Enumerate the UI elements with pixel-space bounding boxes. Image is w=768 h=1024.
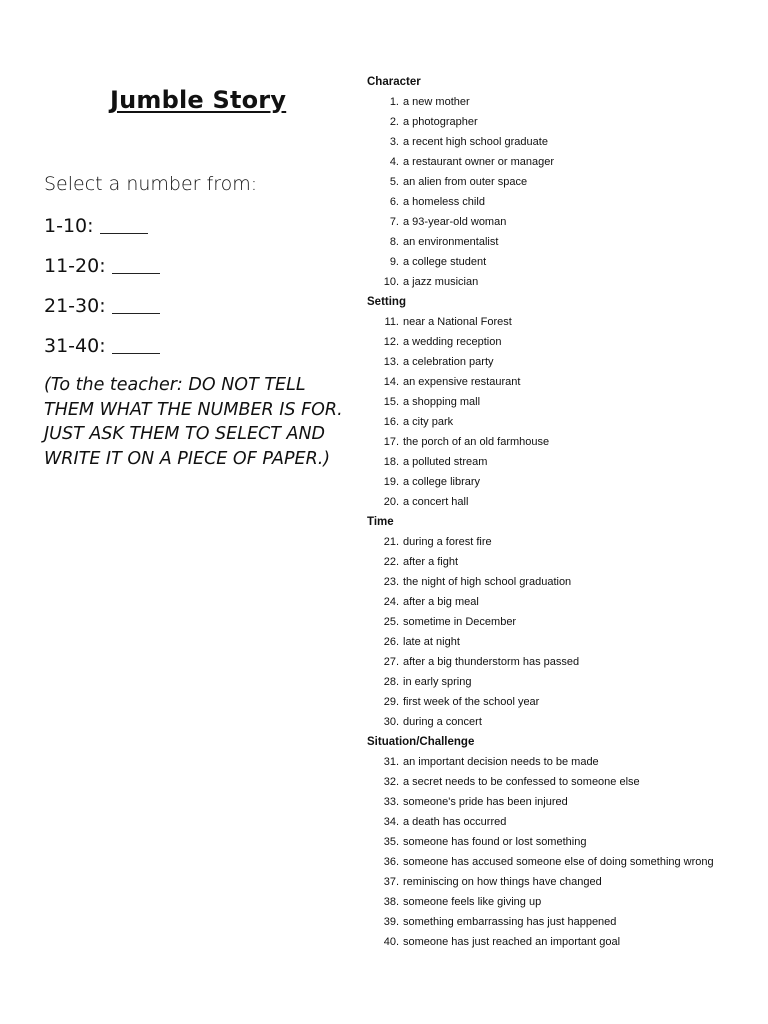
teacher-note: (To the teacher: DO NOT TELL THEM WHAT THE NUMBER IS FOR. JUST ASK THEM TO SELECT AND WRITE IT ON A PIECE OF PAPER.) <box>44 375 343 469</box>
answer-blank <box>112 293 160 314</box>
section-character <box>367 72 762 292</box>
item-number: 12. <box>383 336 399 348</box>
range-label: 1-10: <box>44 215 94 237</box>
item-number: 34. <box>383 816 399 828</box>
item-number: 17. <box>383 436 399 448</box>
item-number: 19. <box>383 476 399 488</box>
item-text: reminiscing on how things have changed <box>403 876 602 888</box>
item-text: a polluted stream <box>403 456 488 468</box>
item-number: 4. <box>389 156 399 168</box>
item-number: 40. <box>383 936 399 948</box>
item-text: first week of the school year <box>403 696 540 708</box>
list-item <box>367 452 762 472</box>
list-item <box>367 532 762 552</box>
list-item <box>367 252 762 272</box>
item-number: 21. <box>383 536 399 548</box>
item-text: a wedding reception <box>403 336 502 348</box>
item-text: a jazz musician <box>403 276 479 288</box>
item-text: after a big meal <box>403 596 479 608</box>
list-item <box>367 92 762 112</box>
item-number: 15. <box>383 396 399 408</box>
item-number: 27. <box>383 656 399 668</box>
item-text: the porch of an old farmhouse <box>403 436 550 448</box>
range-row-1-10 <box>44 213 160 253</box>
list-item <box>367 592 762 612</box>
item-number: 33. <box>383 796 399 808</box>
item-number: 20. <box>383 496 399 508</box>
list-item <box>367 352 762 372</box>
item-text: near a National Forest <box>403 316 512 328</box>
list-item <box>367 652 762 672</box>
item-text: someone feels like giving up <box>403 896 542 908</box>
item-number: 22. <box>383 556 399 568</box>
item-text: a shopping mall <box>403 396 481 408</box>
list-item <box>367 932 762 952</box>
list-item <box>367 872 762 892</box>
item-text: during a forest fire <box>403 536 492 548</box>
item-number: 35. <box>383 836 399 848</box>
item-text: during a concert <box>403 716 482 728</box>
answer-blank <box>100 213 148 234</box>
range-label: 21-30: <box>44 295 106 317</box>
item-number: 31. <box>383 756 399 768</box>
section-setting <box>367 292 762 512</box>
item-number: 37. <box>383 876 399 888</box>
list-item <box>367 152 762 172</box>
range-label: 31-40: <box>44 335 106 357</box>
item-text: late at night <box>403 636 460 648</box>
item-number: 6. <box>389 196 399 208</box>
item-text: a city park <box>403 416 454 428</box>
list-item <box>367 792 762 812</box>
item-text: a celebration party <box>403 356 494 368</box>
item-text: a secret needs to be confessed to someone else <box>403 776 640 788</box>
item-number: 23. <box>383 576 399 588</box>
answer-blank <box>112 253 160 274</box>
list-item <box>367 552 762 572</box>
list-item <box>367 212 762 232</box>
list-item <box>367 432 762 452</box>
range-row-11-20 <box>44 253 160 293</box>
list-item <box>367 332 762 352</box>
item-number: 26. <box>383 636 399 648</box>
item-text: a restaurant owner or manager <box>403 156 555 168</box>
item-number: 3. <box>389 136 399 148</box>
item-number: 39. <box>383 916 399 928</box>
list-item <box>367 492 762 512</box>
list-item <box>367 312 762 332</box>
story-element-lists <box>367 72 762 952</box>
item-text: someone's pride has been injured <box>403 796 568 808</box>
item-number: 1. <box>389 96 399 108</box>
list-item <box>367 672 762 692</box>
item-text: an alien from outer space <box>403 176 528 188</box>
list-item <box>367 912 762 932</box>
item-text: an expensive restaurant <box>403 376 521 388</box>
answer-blank <box>112 333 160 354</box>
list-item <box>367 772 762 792</box>
item-number: 38. <box>383 896 399 908</box>
item-number: 18. <box>383 456 399 468</box>
list-item <box>367 372 762 392</box>
section-heading: Situation/Challenge <box>367 736 475 748</box>
item-text: a college library <box>403 476 481 488</box>
item-text: a recent high school graduate <box>403 136 548 148</box>
item-number: 7. <box>389 216 399 228</box>
item-number: 28. <box>383 676 399 688</box>
item-text: a death has occurred <box>403 816 507 828</box>
item-number: 36. <box>383 856 399 868</box>
list-item <box>367 572 762 592</box>
section-heading: Setting <box>367 296 406 308</box>
list-item <box>367 232 762 252</box>
item-number: 8. <box>389 236 399 248</box>
section-situation-challenge <box>367 732 762 952</box>
list-item <box>367 632 762 652</box>
item-text: someone has just reached an important goal <box>403 936 621 948</box>
list-item <box>367 412 762 432</box>
item-text: an important decision needs to be made <box>403 756 599 768</box>
section-heading: Time <box>367 516 394 528</box>
item-text: in early spring <box>403 676 472 688</box>
item-text: sometime in December <box>403 616 517 628</box>
item-number: 29. <box>383 696 399 708</box>
number-range-list <box>44 213 160 373</box>
item-number: 16. <box>383 416 399 428</box>
item-number: 9. <box>389 256 399 268</box>
item-number: 30. <box>383 716 399 728</box>
list-item <box>367 692 762 712</box>
list-item <box>367 192 762 212</box>
item-text: after a fight <box>403 556 459 568</box>
item-number: 32. <box>383 776 399 788</box>
list-item <box>367 392 762 412</box>
list-item <box>367 752 762 772</box>
item-number: 11. <box>384 316 399 328</box>
list-item <box>367 832 762 852</box>
item-text: something embarrassing has just happened <box>403 916 617 928</box>
item-number: 2. <box>389 116 399 128</box>
item-text: a homeless child <box>403 196 485 208</box>
item-text: the night of high school graduation <box>403 576 572 588</box>
item-text: a concert hall <box>403 496 469 508</box>
item-number: 14. <box>383 376 399 388</box>
list-item <box>367 472 762 492</box>
item-text: someone has accused someone else of doing something wrong <box>403 856 714 868</box>
list-item <box>367 852 762 872</box>
item-number: 24. <box>383 596 399 608</box>
list-item <box>367 172 762 192</box>
range-row-21-30 <box>44 293 160 333</box>
range-row-31-40 <box>44 333 160 373</box>
item-number: 25. <box>383 616 399 628</box>
item-number: 5. <box>389 176 399 188</box>
select-prompt: Select a number from: <box>44 173 258 195</box>
item-text: an environmentalist <box>403 236 499 248</box>
range-label: 11-20: <box>44 255 106 277</box>
item-text: a 93-year-old woman <box>403 216 507 228</box>
item-number: 10. <box>383 276 399 288</box>
item-number: 13. <box>383 356 399 368</box>
list-item <box>367 132 762 152</box>
list-item <box>367 112 762 132</box>
list-item <box>367 892 762 912</box>
list-item <box>367 272 762 292</box>
list-item <box>367 812 762 832</box>
list-item <box>367 712 762 732</box>
list-item <box>367 612 762 632</box>
item-text: a photographer <box>403 116 478 128</box>
item-text: a new mother <box>403 96 470 108</box>
item-text: after a big thunderstorm has passed <box>403 656 580 668</box>
section-heading: Character <box>367 76 421 88</box>
section-time <box>367 512 762 732</box>
item-text: someone has found or lost something <box>403 836 587 848</box>
page-title: Jumble Story <box>110 86 287 114</box>
item-text: a college student <box>403 256 487 268</box>
